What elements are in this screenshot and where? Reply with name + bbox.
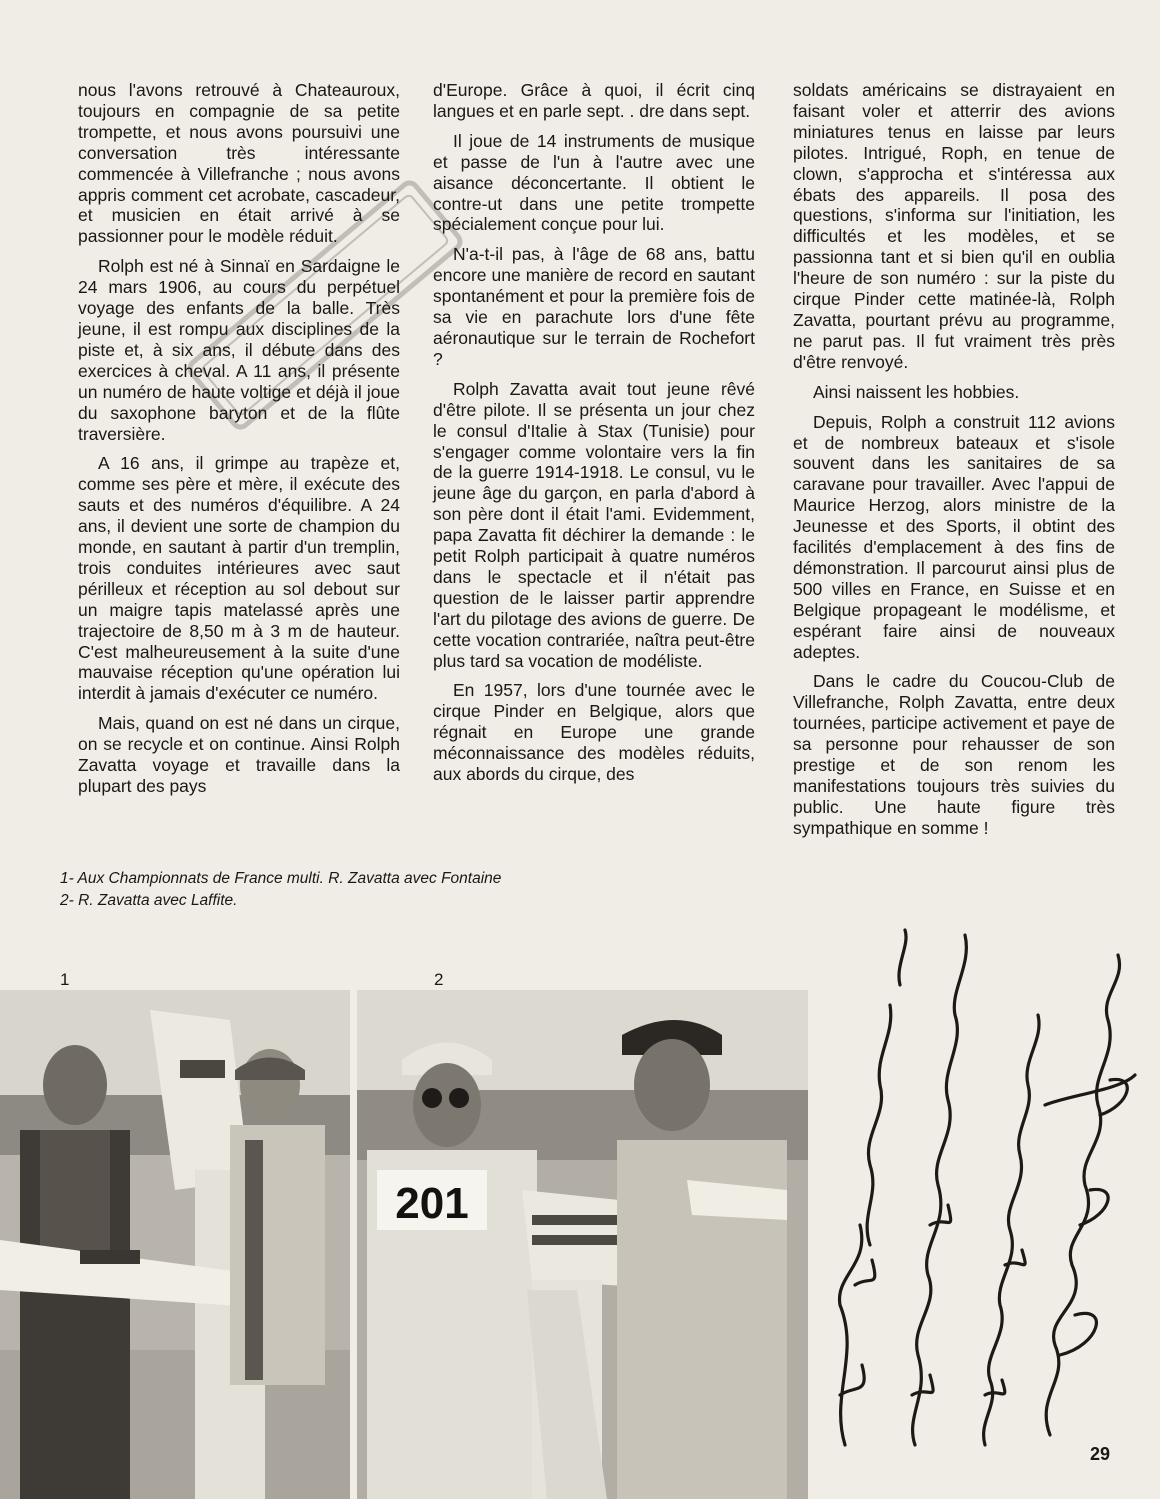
- bib-number: 201: [395, 1179, 469, 1228]
- handwritten-dedication: [800, 925, 1160, 1465]
- figure-2-number: 2: [434, 970, 444, 989]
- paragraph: Il joue de 14 instruments de musique et passe de l'un à l'autre avec une aisance déconcertante. Il obtient le contre-ut dans une petite trompette spécialement conçue pour lui.: [433, 130, 755, 235]
- photo-captions: [60, 868, 680, 912]
- photo-2: [357, 990, 808, 1499]
- article-column-2: [433, 80, 755, 794]
- paragraph: soldats américains se distrayaient en faisant voler et atterrir des avions miniatures tenus en laisse par leurs pilotes. Intrigué, Roph, en tenue de clown, s'approcha et s'intéressa aux ébats des appareils. Il posa des questions, s'informa sur l'initiation, les difficultés et les modèles, et se passionna tant et si bien qu'il en oublia l'heure de son numéro : sur la piste du cirque Pinder cette matinée-là, Rolph Zavatta, pourtant prévu au programme, ne parut pas. Il fut vraiment très près d'être renvoyé.: [793, 80, 1115, 372]
- caption-2: 2- R. Zavatta avec Laffite.: [60, 892, 238, 909]
- paragraph: d'Europe. Grâce à quoi, il écrit cinq langues et en parle sept. . dre dans sept.: [433, 80, 755, 121]
- paragraph: A 16 ans, il grimpe au trapèze et, comme ses père et mère, il exécute des sauts et des numéros d'équilibre. A 24 ans, il devient une sorte de champion du monde, en sautant à partir d'un tremplin, trois conduites intérieures avec saut périlleux et réception au sol debout sur un maigre tapis matelassé après une trajectoire de 8,50 m à 3 m de hauteur. C'est malheureusement à la suite d'une mauvaise réception qu'une opération lui interdit à jamais d'exécuter ce numéro.: [78, 453, 400, 704]
- paragraph: Rolph est né à Sinnaï en Sardaigne le 24 mars 1906, au cours du perpétuel voyage des enfants de la balle. Très jeune, il est rompu aux disciplines de la piste et, à six ans, il débute dans des exercices à cheval. A 11 ans, il présente un numéro de haute voltige et déjà il joue du saxophone baryton et de la flûte traversière.: [78, 256, 400, 444]
- paragraph: Rolph Zavatta avait tout jeune rêvé d'être pilote. Il se présenta un jour chez le consul d'Italie à Stax (Tunisie) pour s'engager comme volontaire vers la fin de la guerre 1914-1918. Le consul, vu le jeune âge du garçon, en parla d'abord à son père dont il était l'ami. Evidemment, papa Zavatta fit déchirer la demande : le petit Rolph participait à quatre numéros dans le spectacle et il n'était pas question de le laisser partir apprendre l'art du pilotage des avions de guerre. De cette vocation contrariée, naîtra peut-être plus tard sa vocation de modéliste.: [433, 378, 755, 671]
- paragraph: Mais, quand on est né dans un cirque, on se recycle et on continue. Ainsi Rolph Zavatta voyage et travaille dans la plupart des pays: [78, 713, 400, 796]
- paragraph: Ainsi naissent les hobbies.: [813, 381, 1020, 402]
- article-column-1: [78, 80, 400, 806]
- paragraph: Dans le cadre du Coucou-Club de Villefranche, Rolph Zavatta, entre deux tournées, participe activement et paye de sa personne pour rehausser de son prestige et de son renom les manifestations toujours très suivies du public. Une haute figure très sympathique en somme !: [793, 671, 1115, 838]
- paragraph: En 1957, lors d'une tournée avec le cirque Pinder en Belgique, alors que régnait en Europe une grande méconnaissance des modèles réduits, aux abords du cirque, des: [433, 680, 755, 785]
- paragraph: N'a-t-il pas, à l'âge de 68 ans, battu encore une manière de record en sautant spontanément et pour la première fois de sa vie en parachute lors d'une fête aéronautique sur le terrain de Rochefort ?: [433, 244, 755, 369]
- article-column-3: [793, 80, 1115, 848]
- caption-1: 1- Aux Championnats de France multi. R. Zavatta avec Fontaine: [60, 870, 502, 887]
- paragraph: Depuis, Rolph a construit 112 avions et de nombreux bateaux et s'isole souvent dans les sanitaires de sa caravane pour travailler. Avec l'appui de Maurice Herzog, alors ministre de la Jeunesse et des Sports, il obtint des facilités d'emplacement à des fins de démonstration. Il parcourut ainsi plus de 500 villes en France, en Suisse et en Belgique propageant le modélisme, et espérant faire ainsi de nouveaux adeptes.: [793, 411, 1115, 662]
- page-number: 29: [1090, 1444, 1111, 1464]
- photo-1: [0, 990, 350, 1499]
- paragraph: nous l'avons retrouvé à Chateauroux, toujours en compagnie de sa petite trompette, et nous avons poursuivi une conversation très intéressante commencée à Villefranche ; nous avons appris comment cet acrobate, cascadeur, et musicien en était arrivé à se passionner pour le modèle réduit.: [78, 80, 400, 247]
- figure-1-number: 1: [60, 970, 70, 989]
